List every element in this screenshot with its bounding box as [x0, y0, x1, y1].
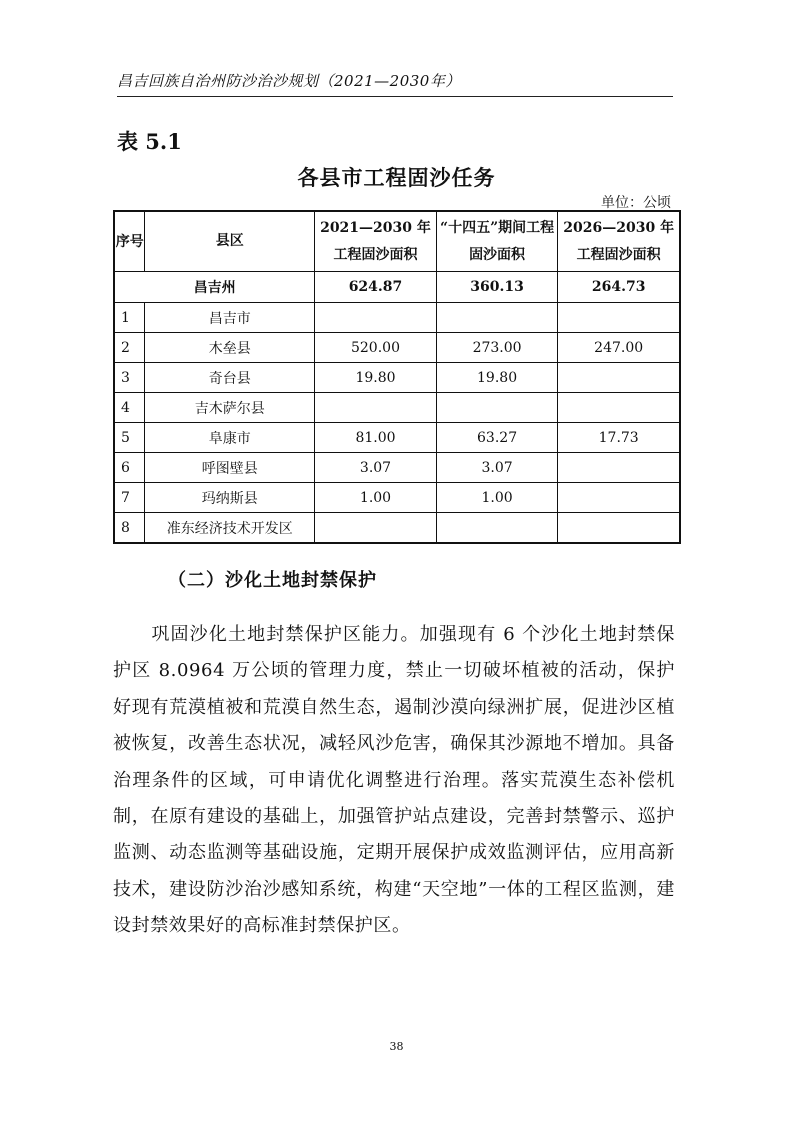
county-cell: 阜康市 [145, 423, 315, 453]
column-header-2021-2030: 2021—2030 年工程固沙面积 [315, 211, 437, 272]
table-row [114, 363, 680, 393]
section-heading: （二）沙化土地封禁保护 [168, 570, 377, 591]
col2-cell: 273.00 [436, 333, 558, 363]
col2-cell [436, 393, 558, 423]
table-unit: 单位：公顷 [601, 195, 671, 211]
col2-cell: 3.07 [436, 453, 558, 483]
col3-cell [558, 513, 680, 544]
col3-cell [558, 303, 680, 333]
table-row [114, 333, 680, 363]
table-row [114, 513, 680, 544]
total-col2-cell: 360.13 [436, 272, 558, 303]
table-header-row [114, 211, 680, 272]
col2-cell [436, 513, 558, 544]
total-name-cell: 昌吉州 [114, 272, 315, 303]
seq-cell: 6 [114, 453, 145, 483]
col1-cell [315, 513, 437, 544]
col3-cell [558, 363, 680, 393]
col1-cell: 81.00 [315, 423, 437, 453]
seq-cell: 2 [114, 333, 145, 363]
table-row-total [114, 272, 680, 303]
total-col1-cell: 624.87 [315, 272, 437, 303]
table-number: 表 5.1 [117, 129, 182, 154]
col1-cell: 1.00 [315, 483, 437, 513]
county-cell: 呼图壁县 [145, 453, 315, 483]
table-title: 各县市工程固沙任务 [297, 165, 496, 190]
seq-cell: 4 [114, 393, 145, 423]
col1-cell: 3.07 [315, 453, 437, 483]
seq-cell: 7 [114, 483, 145, 513]
col2-cell [436, 303, 558, 333]
county-cell: 准东经济技术开发区 [145, 513, 315, 544]
seq-cell: 8 [114, 513, 145, 544]
col2-cell: 19.80 [436, 363, 558, 393]
col1-cell: 19.80 [315, 363, 437, 393]
table-row [114, 483, 680, 513]
total-col3-cell: 264.73 [558, 272, 680, 303]
col1-cell: 520.00 [315, 333, 437, 363]
table-row [114, 303, 680, 333]
table-row [114, 453, 680, 483]
col2-cell: 1.00 [436, 483, 558, 513]
county-cell: 昌吉市 [145, 303, 315, 333]
sand-fixation-table [113, 210, 681, 544]
col3-cell [558, 393, 680, 423]
col1-cell [315, 393, 437, 423]
seq-cell: 5 [114, 423, 145, 453]
column-header-seq: 序号 [114, 211, 145, 272]
page-number: 38 [389, 1040, 404, 1053]
running-header: 昌吉回族自治州防沙治沙规划（2021—2030年） [117, 70, 673, 97]
county-cell: 吉木萨尔县 [145, 393, 315, 423]
col2-cell: 63.27 [436, 423, 558, 453]
county-cell: 木垒县 [145, 333, 315, 363]
seq-cell: 3 [114, 363, 145, 393]
col3-cell [558, 453, 680, 483]
col3-cell: 247.00 [558, 333, 680, 363]
county-cell: 玛纳斯县 [145, 483, 315, 513]
seq-cell: 1 [114, 303, 145, 333]
county-cell: 奇台县 [145, 363, 315, 393]
body-paragraph: 巩固沙化土地封禁保护区能力。加强现有 6 个沙化土地封禁保护区 8.0964 万公顷的管理力度，禁止一切破坏植被的活动，保护好现有荒漠植被和荒漠自然生态，遏制沙漠向绿洲扩展，促进沙区植被恢复，改善生态状况，减轻风沙危害，确保其沙源地不增加。具备治理条件的区域，可申请优化调整进行治理。落实荒漠生态补偿机制，在原有建设的基础上，加强管护站点建设，完善封禁警示、巡护监测、动态监测等基础设施，定期开展保护成效监测评估，应用高新技术，建设防沙治沙感知系统，构建“天空地”一体的工程区监测，建设封禁效果好的高标准封禁保护区。 [113, 624, 675, 937]
table-row [114, 393, 680, 423]
col1-cell [315, 303, 437, 333]
column-header-14th-plan: “十四五”期间工程固沙面积 [436, 211, 558, 272]
column-header-county: 县区 [145, 211, 315, 272]
table-row [114, 423, 680, 453]
column-header-2026-2030: 2026—2030 年工程固沙面积 [558, 211, 680, 272]
col3-cell: 17.73 [558, 423, 680, 453]
col3-cell [558, 483, 680, 513]
